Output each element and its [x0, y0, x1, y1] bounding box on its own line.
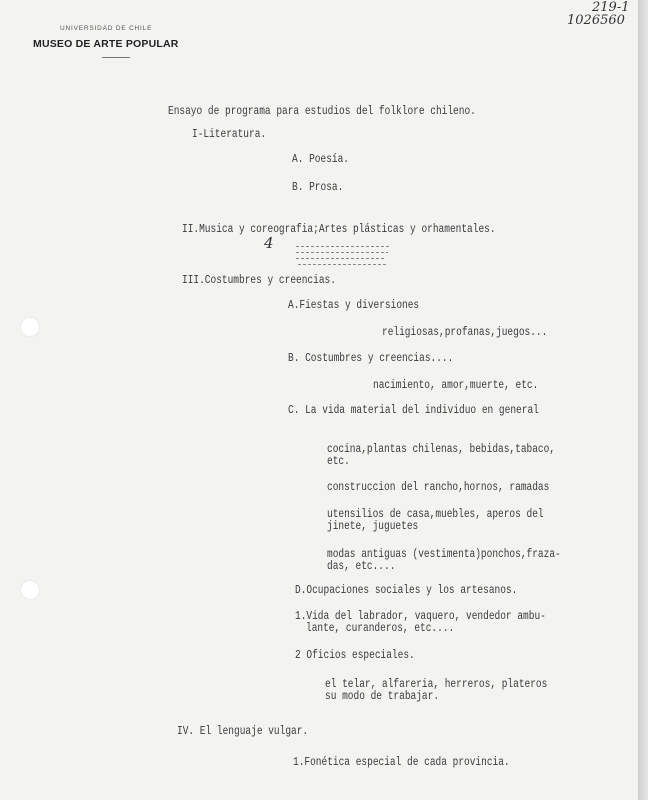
handwritten-ref-1: 219-1	[592, 0, 630, 15]
struck-text	[296, 252, 388, 253]
detail-line: 1.Fonética especial de cada provincia.	[293, 755, 510, 769]
subsection: C. La vida material del individuo en general	[288, 403, 539, 417]
detail-line: modas antiguas (vestimenta)ponchos,fraza-	[327, 547, 561, 561]
detail-line: 2 Oficios especiales.	[295, 648, 415, 662]
section-heading: III.Costumbres y creencias.	[182, 273, 336, 287]
detail-line: utensilios de casa,muebles, aperos del	[327, 507, 544, 521]
detail-line: el telar, alfareria, herreros, plateros	[325, 677, 548, 691]
paper-edge	[638, 0, 648, 800]
detail-line: etc.	[327, 454, 350, 468]
detail-line: lante, curanderos, etc....	[306, 621, 455, 635]
letterhead-institution: UNIVERSIDAD DE CHILE	[60, 25, 153, 32]
detail-line: religiosas,profanas,juegos...	[382, 325, 548, 339]
detail-line: 1.Vida del labrador, vaquero, vendedor ambu-	[295, 609, 546, 623]
handwritten-ref-2: 1026560	[567, 13, 625, 28]
letterhead-rule	[102, 57, 130, 58]
section-heading: I-Literatura.	[192, 127, 267, 141]
punch-hole	[21, 581, 39, 599]
subsection: B. Costumbres y creencias....	[288, 351, 454, 365]
letterhead-museum: MUSEO DE ARTE POPULAR	[33, 38, 179, 50]
detail-line: jinete, juguetes	[327, 519, 419, 533]
subsection: D.Ocupaciones sociales y los artesanos.	[295, 583, 518, 597]
detail-line: cocina,plantas chilenas, bebidas,tabaco,	[327, 442, 556, 456]
subsection: A. Poesía.	[292, 152, 350, 166]
section-heading: IV. El lenguaje vulgar.	[177, 724, 309, 738]
document-title: Ensayo de programa para estudios del folklore chileno.	[168, 104, 476, 118]
detail-line: das, etc....	[327, 559, 396, 573]
detail-line: su modo de trabajar.	[325, 689, 440, 703]
punch-hole	[21, 318, 39, 336]
struck-text	[296, 246, 391, 247]
subsection: A.Fiestas y diversiones	[288, 298, 420, 312]
detail-line: nacimiento, amor,muerte, etc.	[373, 378, 539, 392]
handwritten-margin-note: 4	[264, 234, 274, 252]
subsection: B. Prosa.	[292, 180, 344, 194]
detail-line: construccion del rancho,hornos, ramadas	[327, 480, 550, 494]
struck-text	[296, 258, 386, 259]
section-heading: II.Musica y coreografia;Artes plásticas y orhamentales.	[182, 222, 496, 236]
struck-text	[298, 264, 386, 265]
